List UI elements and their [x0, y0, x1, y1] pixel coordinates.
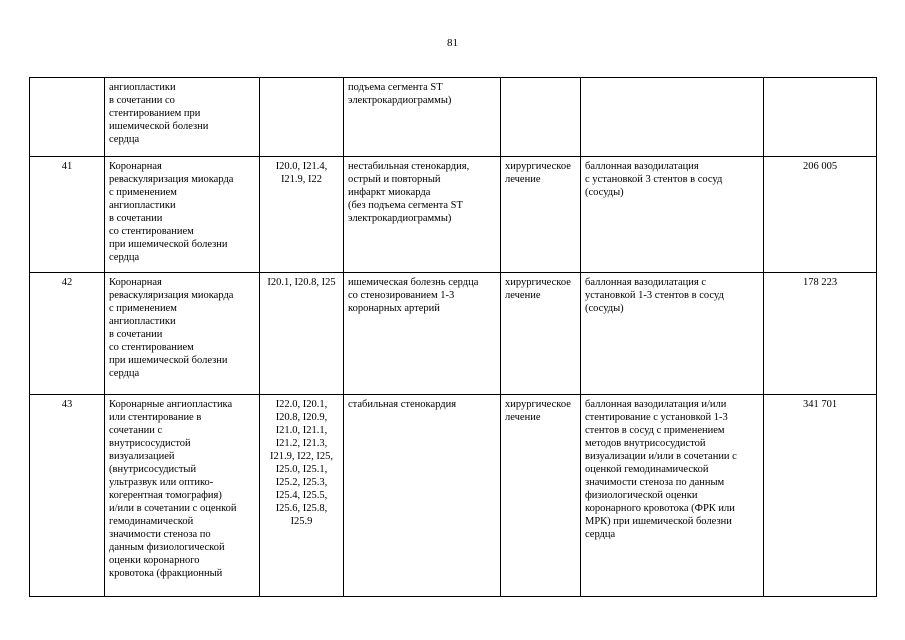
price: 341 701: [764, 395, 877, 597]
treatment-method: [581, 78, 764, 157]
procedure-name: ангиопластики в сочетании со стентированием при ишемической болезни сердца: [105, 78, 260, 157]
table-row: [30, 157, 877, 273]
procedures-table: [29, 77, 877, 597]
treatment-type: хирургическое лечение: [501, 157, 581, 273]
diagnosis: стабильная стенокардия: [344, 395, 501, 597]
procedure-name: Коронарная реваскуляризация миокарда с применением ангиопластики в сочетании со стентированием при ишемической болезни сердца: [105, 273, 260, 395]
page-number: 81: [447, 37, 458, 49]
procedure-name: Коронарная реваскуляризация миокарда с применением ангиопластики в сочетании со стентированием при ишемической болезни сердца: [105, 157, 260, 273]
diagnosis: подъема сегмента ST электрокардиограммы): [344, 78, 501, 157]
treatment-type: [501, 78, 581, 157]
row-number: [30, 78, 105, 157]
row-number: 42: [30, 273, 105, 395]
procedure-name: Коронарные ангиопластика или стентирование в сочетании с внутрисосудистой визуализацией (внутрисосудистый ультразвук или оптико- когерентная томография) и/или в сочетании с оценкой гемодинамической значимости стеноза по данным физиологической оценки коронарного кровотока (фракционный: [105, 395, 260, 597]
treatment-type: хирургическое лечение: [501, 273, 581, 395]
table-row: [30, 273, 877, 395]
table-row: [30, 78, 877, 157]
treatment-method: баллонная вазодилатация и/или стентирование с установкой 1-3 стентов в сосуд с применением методов внутрисосудистой визуализации и/или в сочетании с оценкой гемодинамической значимости стеноза по данным физиологической оценки коронарного кровотока (ФРК или МРК) при ишемической болезни сердца: [581, 395, 764, 597]
icd-codes: I20.1, I20.8, I25: [260, 273, 344, 395]
price: [764, 78, 877, 157]
diagnosis: ишемическая болезнь сердца со стенозированием 1-3 коронарных артерий: [344, 273, 501, 395]
row-number: 41: [30, 157, 105, 273]
icd-codes: I22.0, I20.1, I20.8, I20.9, I21.0, I21.1, I21.2, I21.3, I21.9, I22, I25, I25.0, I25.1, I25.2, I25.3, I25.4, I25.5, I25.6, I25.8, I25.9: [260, 395, 344, 597]
diagnosis: нестабильная стенокардия, острый и повторный инфаркт миокарда (без подъема сегмента ST электрокардиограммы): [344, 157, 501, 273]
row-number: 43: [30, 395, 105, 597]
price: 206 005: [764, 157, 877, 273]
treatment-method: баллонная вазодилатация с установкой 1-3 стентов в сосуд (сосуды): [581, 273, 764, 395]
table-row: [30, 395, 877, 597]
treatment-type: хирургическое лечение: [501, 395, 581, 597]
icd-codes: I20.0, I21.4, I21.9, I22: [260, 157, 344, 273]
price: 178 223: [764, 273, 877, 395]
treatment-method: баллонная вазодилатация с установкой 3 стентов в сосуд (сосуды): [581, 157, 764, 273]
icd-codes: [260, 78, 344, 157]
